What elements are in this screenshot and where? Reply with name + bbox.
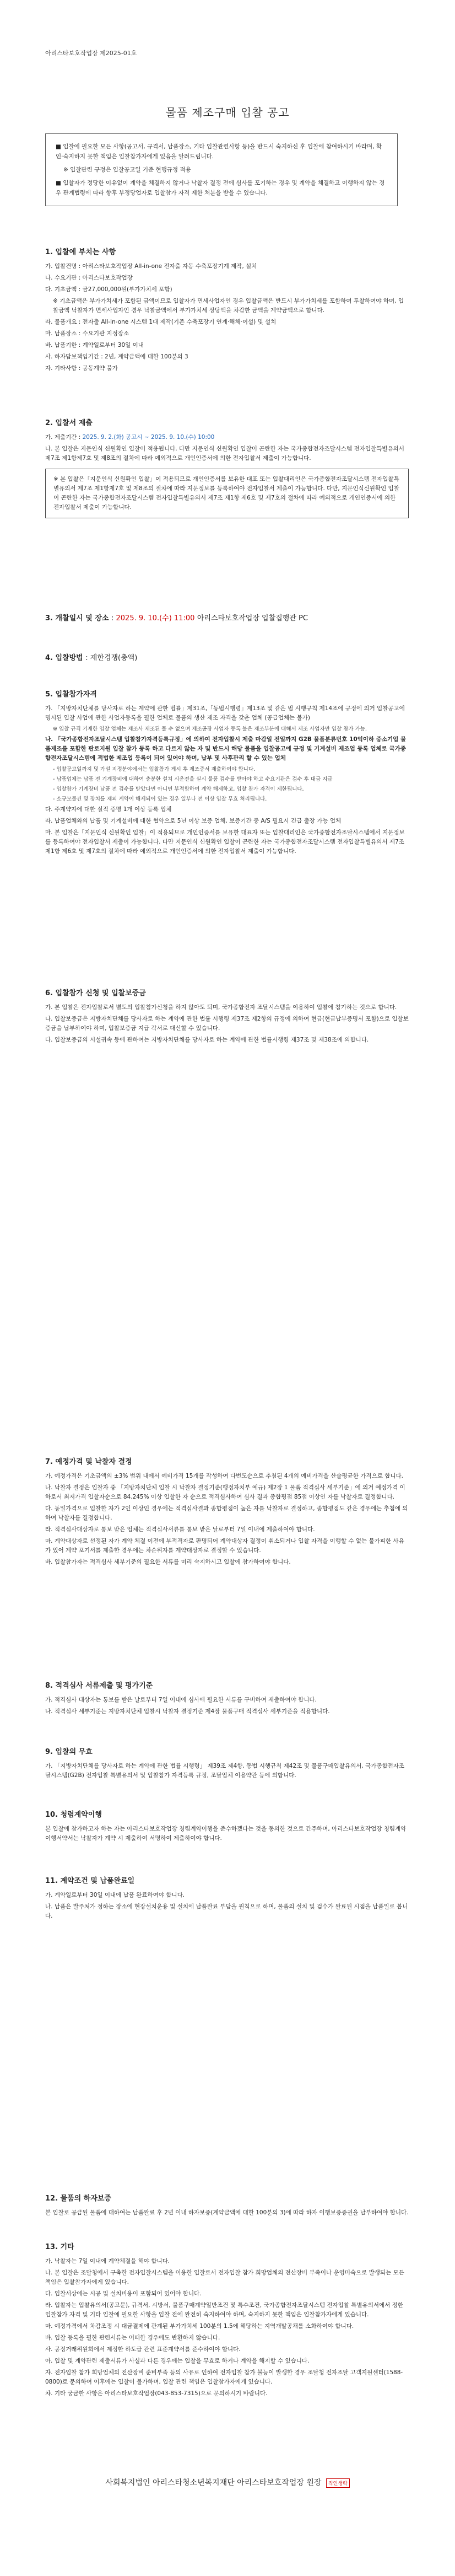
section-line: 본 입찰에 참가하고자 하는 자는 아리스타보호작업장 청렴계약이행을 준수하겠다는 것을 동의한 것으로 간주하며, 아리스타보호작업장 청렴계약이행서약서는 낙찰자가 계약 시 제출하여 서명하여 제출하여야 합니다. (45, 1826, 407, 1842)
section-heading: 10. 청렴계약이행 (45, 1811, 102, 1819)
bidding-method-heading: 4. 입찰방법 : 제한경쟁(총액) (45, 654, 138, 662)
section-line: 나. 본 입찰은 지문인식 신원확인 입찰이 적용됩니다. 다만 지문인식 신원확인 입찰이 곤란한 자는 국가종합전자조달시스템 전자입찰특별유의서 제7조 제1항제7호 및 제8조의 절차에 따라 예외적으로 개인인증서에 의한 전자입찰서 제출이 가능합니다. (45, 446, 404, 461)
section-heading: 2. 입찰서 제출 (45, 419, 93, 427)
section-5 (45, 688, 409, 858)
section-line: 가. 계약일로부터 30일 이내에 납품 완료하여야 합니다. (45, 1892, 185, 1898)
section-heading: 13. 기타 (45, 2243, 74, 2251)
section-line: 본 입찰로 공급된 물품에 대하여는 납품완료 후 2년 이내 하자보증(계약금액에 대한 100분의 3)에 따라 하자 이행보증증권을 납부하여야 합니다. (45, 2209, 409, 2216)
section-line: 나. 수요기관 : 아리스타보호작업장 (45, 275, 133, 281)
section-line: 라. 납품업체와의 납품 및 기계설비에 대한 협약으로 5년 이상 보증 업체, 보증기간 중 A/S 필요시 긴급 출장 가능 업체 (45, 818, 342, 824)
section-note: ※ 입찰 규격 기재한 입찰 업체는 제조사 제조된 물 수 없으며 제조공장 사업자 등록 불은 제조부분에 대해서 제조 사업자만 입찰 참가 가능. (53, 726, 367, 732)
opening-date-heading: 3. 개찰일시 및 장소 : 2025. 9. 10.(수) 11:00 아리스타보호작업장 입찰집행관 PC (45, 614, 308, 622)
section-line: 아. 입찰 및 계약관련 제출서류가 사실과 다른 경우에는 입찰을 무효로 하거나 계약을 해지할 수 있습니다. (45, 2358, 310, 2364)
section-heading: 4. 입찰방법 (45, 654, 83, 662)
bidding-method: 제한경쟁(총액) (90, 654, 138, 662)
section-note: - 입찰참가 기계장비 납품 전 검수를 받았다면 아니면 부적합하여 계약 해제하고, 입찰 참가 자격이 제한됩니다. (53, 786, 304, 792)
section-line: 나. 납품은 발주처가 정하는 장소에 현장설치운용 및 설치에 납품완료 부담을 원칙으로 하며, 물품의 설치 및 검수가 완료된 시점을 납품일로 봅니다. (45, 1903, 408, 1919)
section-heading: 7. 예정가격 및 낙찰자 결정 (45, 1458, 132, 1466)
section-heading: 12. 물품의 하자보증 (45, 2194, 111, 2203)
section-note: - 소규모물건 및 장치를 제외 계약이 해제되어 있는 경우 일부나 전 이상 입찰 무효 처리됩니다. (53, 796, 267, 802)
section-line: 다. 입찰보증금의 시설귀속 등에 관하여는 지방자치단체를 당사자로 하는 계약에 관한 법률시행령 제37조 및 제38조에 의합니다. (45, 1037, 369, 1043)
section-line: 차. 기타 궁금한 사항은 아리스타보호작업장(043-853-7315)으로 문의하시기 바랍니다. (45, 2390, 268, 2397)
section-heading: 8. 적격심사 서류제출 및 평가기준 (45, 1682, 153, 1690)
section-13 (45, 2241, 409, 2401)
section-line: 사. 공정거래위원회에서 제정한 하도급 관련 표준계약서를 준수하여야 합니다. (45, 2346, 241, 2353)
section-1 (45, 246, 409, 375)
submission-period-value: 2025. 9. 2.(화) 공고시 ~ 2025. 9. 10.(수) 10:00 (82, 434, 215, 441)
section-12 (45, 2192, 409, 2220)
submission-period-label: 가. 제출기간 : (45, 434, 83, 441)
section-line: 바. 납품기한 : 계약일로부터 30일 이내 (45, 342, 144, 348)
section-8 (45, 1679, 409, 1719)
section-line: 자. 전자입찰 참가 희망업체의 전산장비 준비부족 등의 사유로 인하여 전자입찰 참가 불능이 발생한 경우 조달청 전자조달 고객지원센터(1588-0800)로 문의하여 이후에는 입찰이 불가하며, 입찰 관련 책임은 입찰참가자에게 있습니다. (45, 2369, 403, 2385)
section-line: 마. 납품장소 : 수요기관 지정장소 (45, 330, 129, 337)
section-line: 가. 입찰건명 : 아리스타보호작업장 All-in-one 전자출 자동 수축포장기계 제작, 설치 (45, 263, 257, 270)
section-line: 마. 본 입찰은「지문인식 신원확인 입찰」이 적용되므로 개인인증서를 보유한 대표자 또는 입찰대리인은 국가종합전자조달시스템에서 지문정보를 등록하여야 전자입찰서 제출이 가능합니다. 다만 지문인식 신원확인 입찰이 곤란한 자는 국가종합전자조달시스템 전자입찰특별유의서 제7조 제1항 제6호 및 제7호의 절차에 따라 예외적으로 개인인증서에 의한 전자입찰서 제출이 가능합니다. (45, 829, 405, 855)
section-line: 사. 하자담보책임기간 : 2년, 계약금액에 대한 100분의 3 (45, 353, 188, 360)
section-line: 가. 예정가격은 기초금액의 ±3% 범위 내에서 예비가격 15개를 작성하여 다번도순으로 추첨된 4개의 예비가격을 산술평균한 가격으로 합니다. (45, 1473, 403, 1479)
fingerprint-notice-box (45, 469, 409, 518)
section-heading: 6. 입찰참가 신청 및 입찰보증금 (45, 989, 146, 997)
seal-stamp: 직인생략 (326, 2478, 350, 2488)
section-line: 바. 입찰참가자는 적격심사 세부기준의 필요한 서류를 미리 숙지하시고 입찰에 참가하여야 합니다. (45, 1559, 291, 1565)
notice-line: ■ 입찰에 필요한 모든 사항(공고서, 규격서, 납품장소, 기타 입찰관련사항 등)을 반드시 숙지하신 후 입찰에 참여하시기 바라며, 확인·숙지하지 못한 책임은 입찰참가자에게 있음을 알려드립니다. (56, 143, 382, 160)
section-7 (45, 1456, 409, 1569)
section-line: 나. 본 입찰은 조달청에서 구축한 전자입찰시스템을 이용한 입찰로서 전자입찰 참가 희망업체의 전산장비 부족이나 운영미숙으로 발생되는 모든 책임은 입찰참가자에게 있습니다. (45, 2269, 404, 2285)
opening-date: 2025. 9. 10.(수) 11:00 (116, 614, 195, 622)
page-title: 물품 제조구매 입찰 공고 (165, 106, 290, 119)
section-line: 나. 입찰보증금은 지방자치단체를 당사자로 하는 계약에 관한 법률 시행령 제37조 제2항의 규정에 의하여 현금(현금납부증명서 포함)으로 입찰보증금을 납부하여야 하며, 입찰보증금 지급 각서로 대신할 수 있습니다. (45, 1016, 409, 1032)
section-6 (45, 987, 409, 1047)
document-number: 아리스타보호작업장 제2025-01호 (45, 50, 137, 57)
section-line: ※ 기초금액은 부가가치세가 포함된 금액이므로 입찰자가 면세사업자인 경우 입찰금액은 반드시 부가가치세를 포함하여 투찰하여야 하며, 입찰금액 낙찰자가 면세사업자인 경우 낙찰금액에서 부가가치세 상당액을 차감한 금액을 계약금액으로 합니다. (53, 298, 404, 314)
fingerprint-notice: ※ 본 입찰은「지문인식 신원확인 입찰」이 적용되므로 개인인증서를 보유한 대표 또는 입찰대리인은 국가종합전자조달시스템 전자입찰특별유의서 제7조 제1항제7호 및 제8조의 절차에 따라 지문정보를 등록하여야 전자입찰서 제출이 가능합니다. 다만, 지문인식신원확인 입찰이 곤란한 자는 국가종합전자조달시스템 전자입찰특별유의서 제7조 제1항 제6호 및 제7호의 절차에 따라 예외적으로 개인인증서에 의한 전자입찰서 제출이 가능합니다. (53, 476, 399, 511)
section-line: 라. 물품개요 : 전자출 All-in-one 시스템 1대 제작(기존 수축포장기 연계·해체·이설) 및 설치 (45, 319, 277, 325)
section-3 (45, 612, 409, 628)
section-line: 나. 「국가종합전자조달시스템 입찰참가자격등록규정」에 의하여 전자입찰시 제출 마감일 전일까지 G2B 물품분류번호 10억이하 중소기업 물품제조를 포함한 판로지원 입찰 참가 등록 하고 다르지 않는 자 및 반드시 해당 물품을 입찰공고에 규정 및 기계설비 제조업 등록 업체로 국가종합전자조달시스템에 적법한 제조업 등록이 되어 있어야 하며, 납부 및 사후관리 할 수 있는 업체 (45, 736, 407, 761)
section-line: 나. 적격심사 세부기준는 지방자치단체 입찰시 낙찰자 결정기준 제4장 물품구매 적격심사 세부기준을 적용합니다. (45, 1708, 330, 1715)
section-heading: 3. 개찰일시 및 장소 (45, 614, 109, 622)
section-heading: 9. 입찰의 무효 (45, 1748, 93, 1756)
section-11 (45, 1875, 409, 1923)
section-line: 라. 입찰자는 입찰유의서(공고문), 규격서, 시방서, 물품구매계약일반조건 및 특수조건, 국가종합전자조달시스템 전자입찰 특별유의서에서 정한 입찰참가 자격 및 기타 입찰에 필요한 사항을 입찰 전에 완전히 숙지하여야 하며, 숙지하지 못한 책임은 입찰참가자에게 있습니다. (45, 2302, 403, 2318)
section-10 (45, 1808, 409, 1845)
section-line: 가. 적격심사 대상자는 통보를 받은 날로부터 7일 이내에 심사에 필요한 서류를 구비하여 제출하여야 합니다. (45, 1697, 317, 1703)
section-line: 가. 「지방자치단체를 당사자로 하는 계약에 관한 법률」제31조,「동법시행령」제13조 및 같은 법 시행규칙 제14조에 규정에 의거 입찰공고에 명시된 입찰 사업에 관한 사업자등록을 필한 업체로 물품의 생산 제조 자격을 갖춘 업체 (공급업체는 불가) (45, 705, 405, 721)
section-heading: 1. 입찰에 부치는 사항 (45, 248, 116, 256)
section-line: 다. 주계약자에 대한 실적 증명 1개 이상 등록 업체 (45, 806, 172, 813)
section-note: - 납품업체는 납품 전 기계장비에 대하여 충분한 설치 시운전을 실시 물품 검수를 받아야 하고 수요기관은 검수 후 대금 지급 (53, 776, 333, 782)
section-line: 다. 입찰서상에는 시공 및 설치비용이 포함되어 있어야 합니다. (45, 2290, 202, 2297)
opening-place: 아리스타보호작업장 입찰집행관 PC (197, 614, 308, 622)
section-line: 가. 「지방자치단체를 당사자로 하는 계약에 관한 법률 시행령」 제39조 제4항, 동법 시행규칙 제42조 및 물품구매입찰유의서, 국가종합전자조달시스템(G2B) 전자입찰 특별유의서 및 입찰참가 자격등록 규정, 조달업체 이용약관 등에 의합니다. (45, 1763, 405, 1779)
section-line: 마. 계약대상자로 선정된 자가 계약 체결 이전에 부적격자로 판명되어 계약대상자 결정이 취소되거나 입찰 자격을 이행할 수 없는 불가피한 사유가 있어 계약 포기서를 제출한 경우에는 차순위자를 계약대상자로 결정할 수 있습니다. (45, 1538, 404, 1554)
section-9 (45, 1746, 409, 1783)
section-line: 바. 입찰 등록을 필한 관련서류는 어떠한 경우에도 반환하지 않습니다. (45, 2334, 220, 2341)
section-line: 가. 본 입찰은 전자입찰로서 별도의 입찰참가신청을 하지 않아도 되며, 국가종합전자 조달시스템을 이용하여 입찰에 참가하는 것으로 합니다. (45, 1004, 397, 1011)
section-line: 다. 기초금액 : 금27,000,000원(부가가치세 포함) (45, 286, 172, 293)
notice-box (45, 133, 398, 206)
footer-org: 사회복지법인 아리스타청소년복지재단 아리스타보호작업장 원장 (105, 2478, 322, 2487)
submission-period (45, 433, 409, 442)
section-line: 자. 기타사항 : 공동계약 불가 (45, 365, 118, 372)
footer-signature (0, 2477, 455, 2488)
section-line: 다. 동일가격으로 입찰한 자가 2인 이상인 경우에는 적격심사결과 종합평점이 높은 자를 낙찰자로 결정하고, 종합평점도 같은 경우에는 추첨에 의하여 낙찰자를 결정합니다. (45, 1505, 408, 1521)
section-heading: 5. 입찰참가자격 (45, 690, 97, 699)
section-4 (45, 652, 409, 668)
notice-line: ※ 입찰관련 규정은 입찰공고일 기준 현행규정 적용 (63, 167, 191, 173)
section-line: 가. 낙찰자는 7일 이내에 계약체결을 해야 합니다. (45, 2258, 170, 2264)
notice-line: ■ 입찰자가 정당한 이유없이 계약을 체결하지 않거나 낙찰자 결정 전에 심사를 포기하는 경우 및 계약을 체결하고 이행하지 않는 경우 관계법령에 따라 향후 부정당업자로 입찰참가 자격 제한 처분을 받을 수 있습니다. (56, 180, 385, 196)
section-line: 라. 적격심사대상자로 통보 받은 업체는 적격심사서류를 통보 받은 날로부터 7일 이내에 제출하여야 합니다. (45, 1526, 315, 1533)
section-note: - 입찰공고일까지 및 가설 지정분야에서는 입찰참가 게시 후 제조증서 제출하여야 합니다. (53, 766, 256, 772)
section-line: 마. 예정가격에서 차감조정 시 대금결제에 관계된 부가가치세 100분의 1.5에 해당하는 지역개발공채를 소화하여야 합니다. (45, 2323, 354, 2330)
section-heading: 11. 계약조건 및 납품완료일 (45, 1877, 135, 1885)
section-2 (45, 417, 409, 518)
section-line: 나. 낙찰자 결정은 입찰자 중 「지방자치단체 입찰 시 낙찰자 결정기준(행정자치부 예규) 제2장 1 물품 적격심사 세부기준」에 의거 예정가격 이하로서 최저가격 입찰자순으로 84.245% 이상 입찰한 자 순으로 적격심사하여 심사 결과 종합평점 85점 이상인 자를 낙찰자로 결정합니다. (45, 1484, 405, 1500)
